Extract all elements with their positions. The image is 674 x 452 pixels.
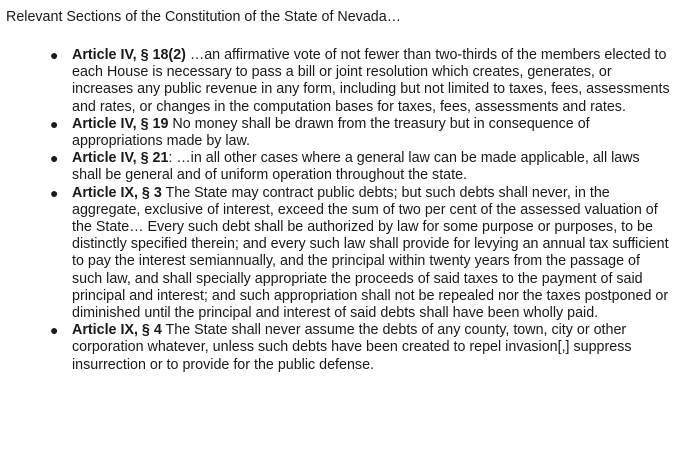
list-item <box>0 150 672 184</box>
section-text: The State may contract public debts; but such debts shall never, in the aggregate, exclusive of interest, exceed the sum of two per cent of the assessed valuation of the State… Every such debt shall be authorized by law for some purpose or purposes, to be distinctly specified therein; and every such law shall provide for levying an annual tax sufficient to pay the interest semiannually, and the principal within twenty years from the passage of such law, and shall specially appropriate the proceeds of said taxes to the payment of said principal and interest; and such appropriation shall not be repealed nor the taxes postponed or diminished until the principal and interest of said debts shall have been wholly paid. <box>72 184 669 322</box>
bullet-icon: ● <box>50 322 59 339</box>
section-text: No money shall be drawn from the treasury but in consequence of appropriations made by law. <box>72 115 590 150</box>
bullet-icon: ● <box>50 184 59 201</box>
section-text: The State shall never assume the debts of any county, town, city or other corporation whatever, unless such debts have been created to repel invasion[,] suppress insurrection or to provide for the public defense. <box>72 322 632 373</box>
bullet-icon: ● <box>50 47 59 63</box>
section-reference: Article IV, § 19 <box>72 115 169 132</box>
section-reference: Article IX, § 3 <box>72 184 162 201</box>
bullet-icon: ● <box>50 150 59 167</box>
section-reference: Article IV, § 18(2) <box>72 47 186 63</box>
list-item <box>0 47 672 116</box>
section-text: : …in all other cases where a general law can be made applicable, all laws shall be general and of uniform operation throughout the state. <box>72 150 640 184</box>
list-item <box>0 116 672 150</box>
document-heading: Relevant Sections of the Constitution of the State of Nevada… <box>6 9 401 25</box>
bullet-icon: ● <box>50 115 59 132</box>
constitution-sections-list <box>0 47 672 374</box>
section-reference: Article IX, § 4 <box>72 322 162 339</box>
section-reference: Article IV, § 21 <box>72 150 169 167</box>
section-text: …an affirmative vote of not fewer than two-thirds of the members elected to each House is necessary to pass a bill or joint resolution which creates, generates, or increases any public revenue in any form, including but not limited to taxes, fees, assessments and rates, or changes in the computation bases for taxes, fees, assessments and rates. <box>72 47 670 115</box>
list-item <box>0 322 672 374</box>
list-item <box>0 185 672 323</box>
